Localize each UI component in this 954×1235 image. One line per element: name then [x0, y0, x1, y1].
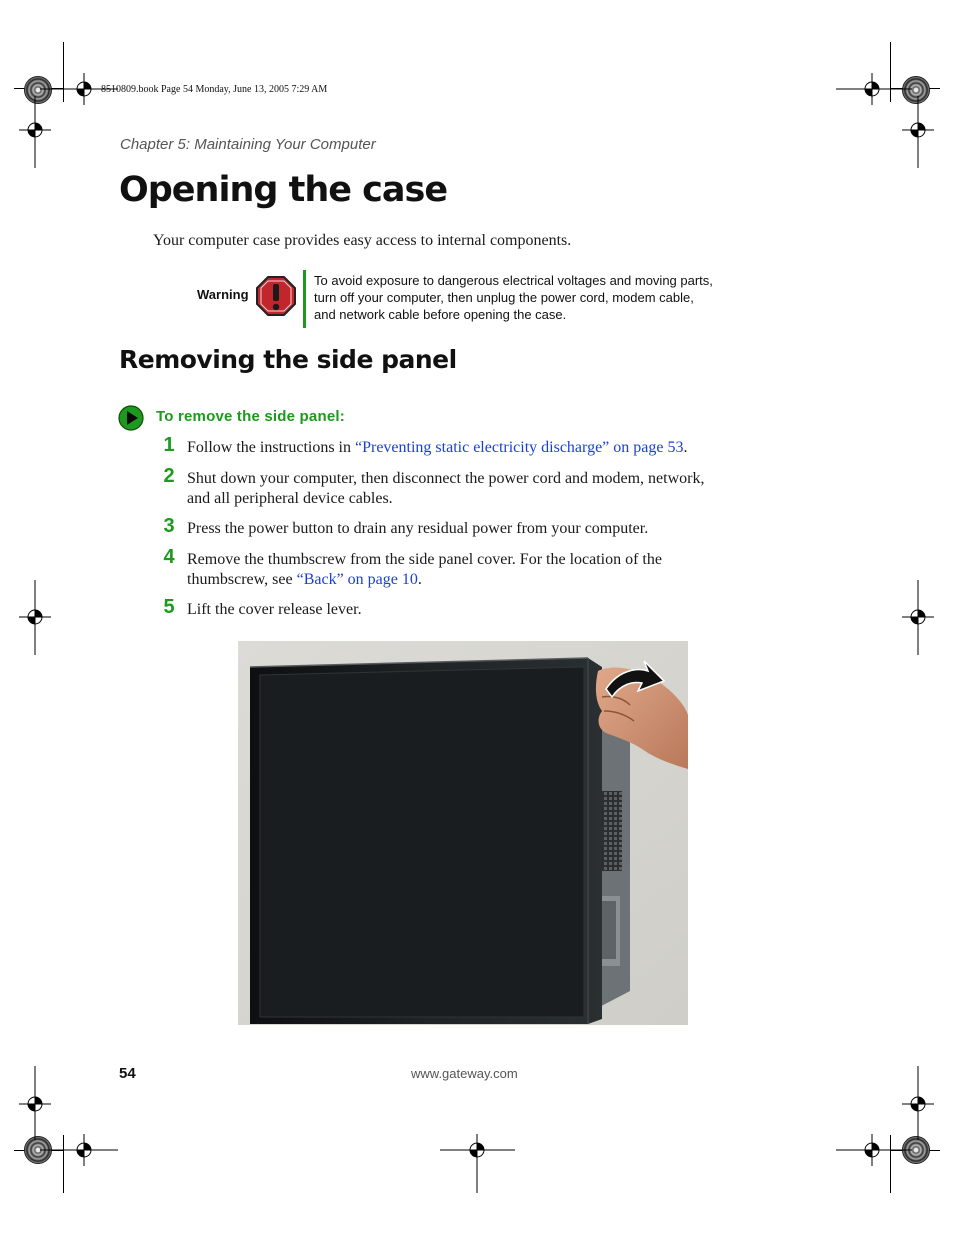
step-text: Press the power button to drain any residual power from your computer.: [187, 520, 649, 537]
step-text: Lift the cover release lever.: [187, 601, 362, 618]
step-number: 4: [163, 546, 175, 568]
step-number: 3: [163, 515, 175, 537]
warning-text: To avoid exposure to dangerous electrical voltages and moving parts, turn off your computer, then unplug the power cord, modem cable, and network cable before opening the case.: [314, 273, 713, 322]
chapter-header: Chapter 5: Maintaining Your Computer: [120, 136, 376, 153]
step-number: 2: [163, 465, 175, 487]
step-text: Remove the thumbscrew from the side panel cover. For the location of the thumbscrew, see “Back” on page 10.: [187, 551, 662, 588]
warning-divider: [303, 270, 306, 328]
step-number: 5: [163, 596, 175, 618]
step-text: Follow the instructions in “Preventing static electricity discharge” on page 53.: [187, 439, 688, 456]
page-title: Opening the case: [119, 170, 448, 210]
computer-case-photo: [238, 641, 688, 1025]
page-number: 54: [119, 1065, 136, 1082]
procedure-title: To remove the side panel:: [156, 408, 345, 425]
link-static-discharge[interactable]: “Preventing static electricity discharge” on page 53: [355, 439, 684, 456]
link-back[interactable]: “Back” on page 10: [296, 570, 418, 588]
step-text: Shut down your computer, then disconnect the power cord and modem, network, and all peripheral device cables.: [187, 470, 705, 507]
play-arrow-icon: [118, 405, 144, 431]
section-heading: Removing the side panel: [119, 345, 457, 374]
warning-label: Warning: [197, 287, 249, 302]
step-number: 1: [163, 434, 175, 456]
stop-exclamation-icon: [256, 276, 296, 316]
book-info: 8510809.book Page 54 Monday, June 13, 2005 7:29 AM: [101, 84, 328, 95]
footer-url: www.gateway.com: [411, 1066, 518, 1081]
intro-paragraph: Your computer case provides easy access to internal components.: [153, 232, 572, 249]
